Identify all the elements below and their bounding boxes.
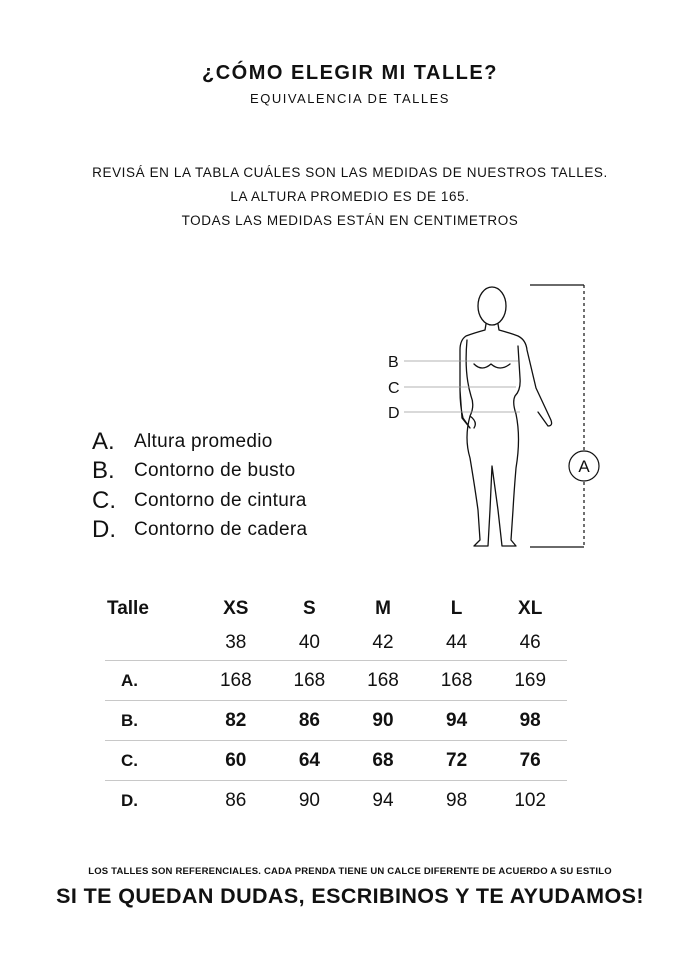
figure-label-a: A: [578, 457, 590, 476]
table-cell: 90: [346, 701, 420, 741]
table-cell: 72: [420, 741, 494, 781]
contact-call-to-action: SI TE QUEDAN DUDAS, ESCRIBINOS Y TE AYUDAMOS!: [56, 884, 644, 908]
legend-label: Contorno de cintura: [134, 489, 307, 511]
intro-line: TODAS LAS MEDIDAS ESTÁN EN CENTIMETROS: [181, 213, 519, 228]
intro-text: [0, 161, 700, 233]
numeric-size: 44: [446, 631, 468, 653]
table-cell: 94: [346, 781, 420, 821]
body-silhouette-diagram: [378, 278, 618, 558]
figure-label-c: C: [388, 380, 400, 397]
table-row: [105, 701, 567, 741]
legend-label: Contorno de cadera: [134, 519, 308, 541]
legend-item-b: [92, 457, 307, 487]
legend-letter: D.: [92, 516, 116, 544]
table-cell: 60: [199, 741, 273, 781]
legend-label: Contorno de busto: [134, 460, 296, 482]
numeric-size-row: [105, 625, 567, 661]
table-cell: 94: [420, 701, 494, 741]
numeric-size: 46: [519, 631, 541, 653]
table-cell: 90: [273, 781, 347, 821]
legend-item-c: [92, 486, 307, 516]
table-header-label: Talle: [107, 598, 149, 619]
figure-head: [478, 287, 506, 325]
table-cell: 64: [273, 741, 347, 781]
figure-label-d: D: [388, 405, 400, 422]
table-cell: 168: [420, 661, 494, 701]
row-label: D.: [105, 781, 199, 821]
legend-item-a: [92, 427, 307, 457]
disclaimer-note: LOS TALLES SON REFERENCIALES. CADA PRENDA TIENE UN CALCE DIFERENTE DE ACUERDO A SU ESTILO: [88, 866, 612, 877]
table-cell: 68: [346, 741, 420, 781]
size-header: S: [303, 598, 316, 619]
size-header: XS: [223, 598, 249, 619]
table-cell: 102: [493, 781, 567, 821]
numeric-size: 42: [372, 631, 394, 653]
table-cell: 82: [199, 701, 273, 741]
size-header: L: [450, 598, 463, 619]
legend-item-d: [92, 516, 307, 546]
table-row: [105, 661, 567, 701]
table-cell: 76: [493, 741, 567, 781]
row-label: A.: [105, 661, 199, 701]
intro-line: LA ALTURA PROMEDIO ES DE 165.: [230, 189, 470, 204]
row-label: B.: [105, 701, 199, 741]
legend-label: Altura promedio: [134, 430, 273, 452]
legend-letter: B.: [92, 457, 115, 485]
table-row: [105, 741, 567, 781]
table-cell: 169: [493, 661, 567, 701]
table-cell: 98: [420, 781, 494, 821]
table-cell: 168: [273, 661, 347, 701]
table-cell: 86: [273, 701, 347, 741]
page-title: ¿CÓMO ELEGIR MI TALLE?: [202, 62, 498, 84]
figure-label-b: B: [388, 354, 399, 371]
size-header: XL: [518, 598, 543, 619]
table-header-row: [105, 593, 567, 625]
intro-line: REVISÁ EN LA TABLA CUÁLES SON LAS MEDIDAS DE NUESTROS TALLES.: [92, 165, 608, 180]
figure-body-outline: [460, 324, 552, 546]
legend-letter: C.: [92, 486, 116, 514]
legend-letter: A.: [92, 427, 115, 455]
numeric-size: 40: [298, 631, 320, 653]
table-cell: 168: [346, 661, 420, 701]
table-cell: 98: [493, 701, 567, 741]
size-header: M: [375, 598, 391, 619]
row-label: C.: [105, 741, 199, 781]
table-cell: 168: [199, 661, 273, 701]
numeric-size: 38: [225, 631, 247, 653]
page-subtitle: EQUIVALENCIA DE TALLES: [250, 91, 450, 106]
size-table: [105, 593, 567, 820]
table-row: [105, 781, 567, 821]
table-cell: 86: [199, 781, 273, 821]
measurement-legend: [92, 427, 307, 545]
